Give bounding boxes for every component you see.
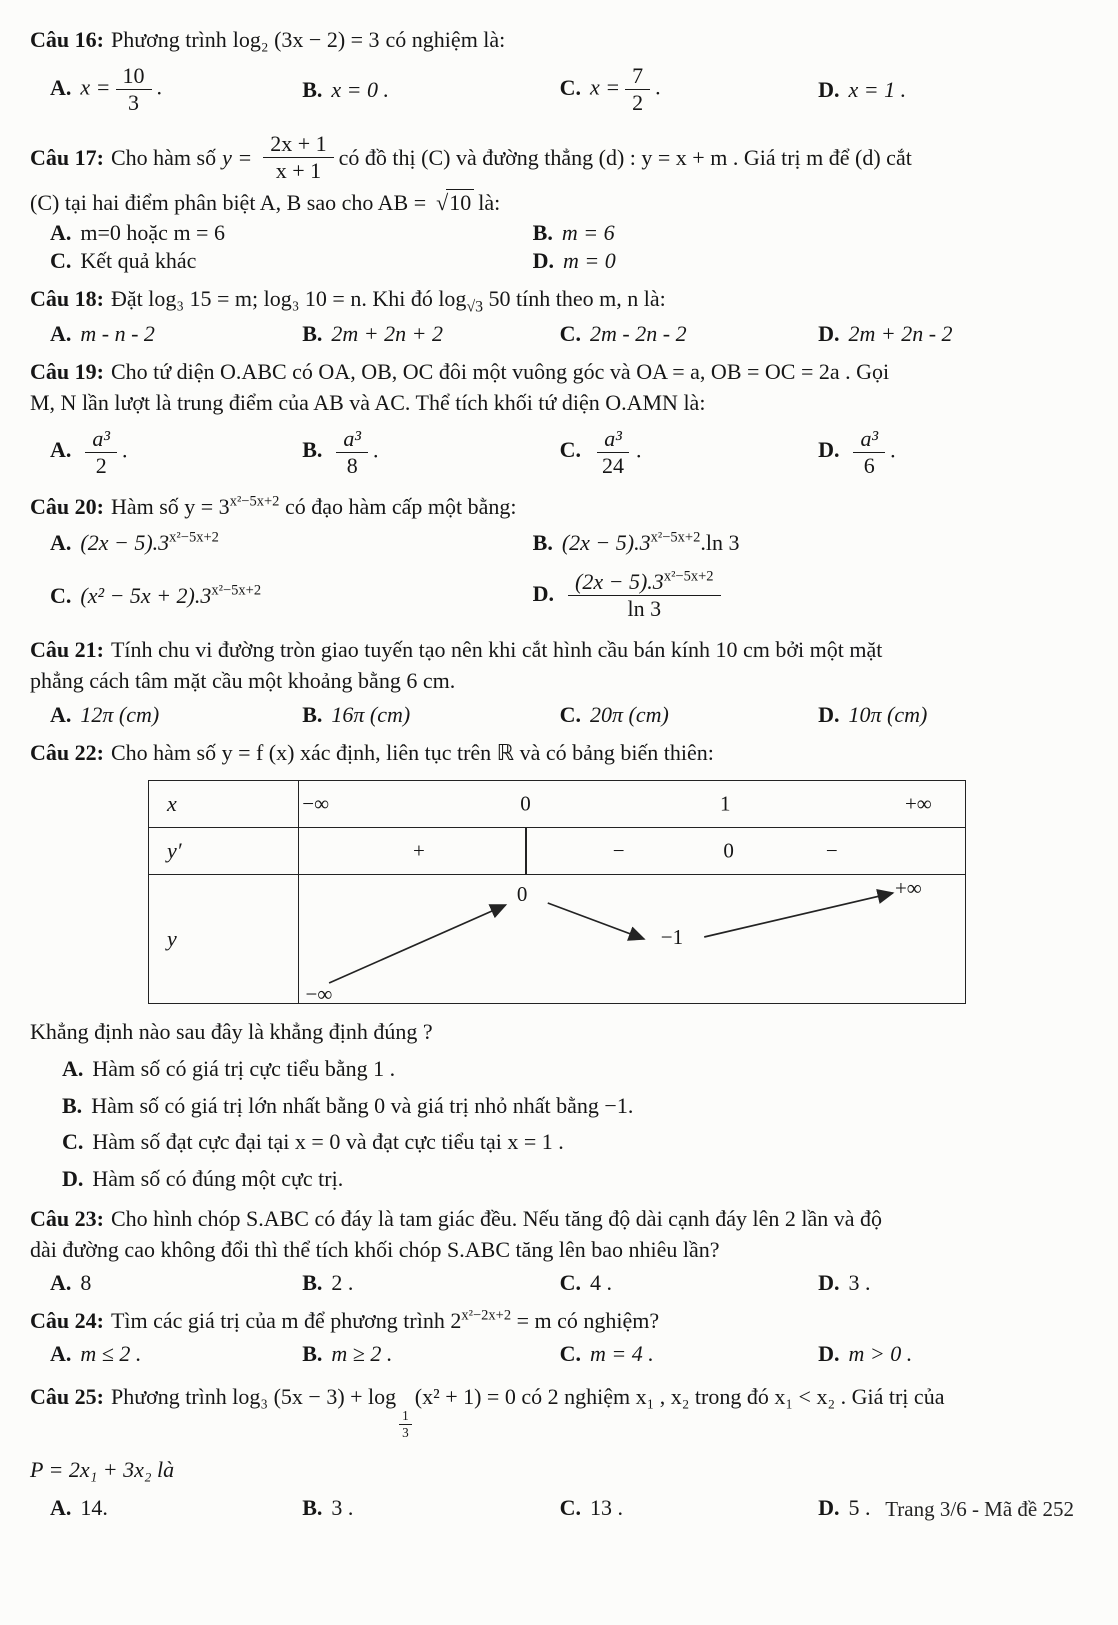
option-text: m - n - 2 <box>80 320 155 346</box>
title-text: Cho hàm số <box>110 144 217 170</box>
fraction-denominator: 3 <box>128 90 140 116</box>
option-c <box>560 423 818 482</box>
exponent: x²−5x+2 <box>211 582 262 599</box>
option-b <box>302 77 559 103</box>
exponent: x²−5x+2 <box>229 493 280 510</box>
option-text: (x² − 5x + 2).3 <box>80 582 212 608</box>
title-math: log₂ (3x − 2) = 3 <box>232 27 380 52</box>
question-19 <box>30 356 1088 482</box>
option-c <box>30 1127 1088 1157</box>
option-text: (2x − 5).3 <box>80 530 170 556</box>
question-23-title <box>30 1203 1088 1234</box>
question-23 <box>30 1203 1088 1296</box>
option-letter: B. <box>302 1341 323 1367</box>
option-a <box>50 1495 302 1521</box>
variation-table <box>148 780 966 1004</box>
options-row <box>30 1270 1088 1296</box>
option-text: Hàm số có giá trị cực tiểu bằng 1 . <box>92 1055 396 1081</box>
fraction-denominator: 8 <box>346 452 358 478</box>
question-21 <box>30 634 1088 727</box>
option-text: . <box>122 437 128 463</box>
option-text: . <box>156 74 163 100</box>
fraction-numerator: a³ <box>336 426 368 453</box>
option-text: Hàm số đạt cực đại tại x = 0 và đạt cực tiểu tại x = 1 . <box>92 1129 564 1155</box>
options-row <box>30 220 1088 246</box>
exponent: x²−5x+2 <box>169 529 219 546</box>
sqrt <box>436 190 474 215</box>
option-d <box>818 423 1088 482</box>
option-a <box>50 702 302 728</box>
option-text: x = <box>590 74 621 100</box>
option-letter: D. <box>818 320 840 346</box>
exponent: x²−2x+2 <box>461 1307 512 1324</box>
option-text: m = 4 . <box>590 1341 654 1367</box>
fraction <box>625 63 650 116</box>
option-text: 2m - 2n - 2 <box>590 320 687 346</box>
question-22-prompt <box>30 1016 1088 1047</box>
option-text: 2m + 2n - 2 <box>848 320 953 346</box>
table-row-y <box>149 875 965 1006</box>
option-letter: C. <box>559 1341 582 1367</box>
fraction-denominator: ln 3 <box>627 596 662 622</box>
option-d <box>818 77 1088 103</box>
title-text: (C) tại hai điểm phân biệt A, B sao cho AB = <box>30 190 427 216</box>
option-b <box>533 220 1088 246</box>
title-math: y = <box>222 144 253 170</box>
option-letter: D. <box>532 248 555 274</box>
zero-divider-line <box>525 828 527 874</box>
question-25-line2 <box>30 1454 1088 1485</box>
title-text: Cho hàm số y = f (x) xác định, liên tục trên ℝ và có bảng biến thiên: <box>110 739 714 765</box>
option-letter: C. <box>559 437 582 463</box>
fraction <box>263 131 333 184</box>
option-letter: B. <box>62 1092 83 1118</box>
option-d <box>818 1341 1088 1367</box>
fraction-denominator: 6 <box>863 452 875 478</box>
option-letter: D. <box>818 1341 840 1367</box>
option-letter: D. <box>818 701 840 727</box>
table-header-yprime: y′ <box>149 828 299 874</box>
title-text: có đạo hàm cấp một bằng: <box>284 493 517 519</box>
fraction <box>853 426 885 479</box>
fraction <box>116 63 152 116</box>
option-letter: A. <box>50 1341 72 1367</box>
option-text: 4 . <box>590 1270 613 1296</box>
question-16-title <box>30 24 1088 55</box>
option-letter: A. <box>50 437 72 463</box>
option-text: Kết quả khác <box>80 248 197 274</box>
x-value: 0 <box>520 791 531 816</box>
question-label: Câu 18: <box>30 286 104 312</box>
question-label: Câu 19: <box>30 358 104 384</box>
title-text: có đồ thị (C) và đường thẳng (d) : y = x + m . Giá trị m để (d) cắt <box>338 144 912 170</box>
question-17 <box>30 128 1088 274</box>
option-b <box>302 1495 559 1521</box>
option-a <box>50 321 302 347</box>
option-letter: D. <box>818 76 840 102</box>
option-letter: C. <box>62 1129 84 1155</box>
title-text: dài đường cao không đổi thì thể tích khối chóp S.ABC tăng lên bao nhiêu lần? <box>30 1236 720 1262</box>
option-c <box>560 321 818 347</box>
option-text: m ≤ 2 . <box>80 1341 142 1367</box>
question-label: Câu 17: <box>30 144 104 170</box>
option-text: m ≥ 2 . <box>331 1341 393 1367</box>
option-b <box>302 321 559 347</box>
option-letter: C. <box>559 1270 582 1296</box>
question-22-title <box>30 737 1088 768</box>
option-letter: D. <box>62 1166 84 1192</box>
option-letter: B. <box>302 1495 323 1520</box>
title-text: Hàm số y = 3 <box>110 493 230 519</box>
option-letter: C. <box>559 1495 582 1520</box>
option-letter: B. <box>302 1270 323 1296</box>
option-b <box>302 423 559 482</box>
question-18-title <box>30 283 1088 315</box>
option-d <box>30 1164 1088 1194</box>
question-label: Câu 16: <box>30 27 104 52</box>
option-letter: A. <box>50 701 72 727</box>
option-a <box>50 60 302 119</box>
option-letter: A. <box>50 1495 72 1520</box>
question-25-title <box>30 1381 1088 1439</box>
question-24-title <box>30 1305 1088 1336</box>
option-a <box>50 220 533 246</box>
option-text: m=0 hoặc m = 6 <box>80 220 225 246</box>
title-text: là: <box>478 190 501 216</box>
options-row <box>30 702 1088 728</box>
sqrt-sign: √ <box>436 190 447 216</box>
option-c <box>50 248 533 274</box>
question-24 <box>30 1305 1088 1367</box>
title-text: (x² + 1) = 0 có 2 nghiệm x₁ , x₂ trong đó x₁ < x₂ . Giá trị của <box>414 1384 945 1410</box>
exponent: x²−5x+2 <box>650 529 701 546</box>
option-text: m = 6 <box>561 220 615 246</box>
fraction-numerator: a³ <box>85 426 117 453</box>
option-text: 3 . <box>331 1495 354 1520</box>
options-row <box>30 566 1088 625</box>
title-text: có nghiệm là: <box>385 27 506 52</box>
option-c <box>50 583 533 609</box>
option-c <box>560 60 818 119</box>
fraction-denominator: 3 <box>402 1424 409 1440</box>
fraction-numerator: 2x + 1 <box>263 131 333 158</box>
question-label: Câu 20: <box>30 493 104 519</box>
y-extreme-label: −1 <box>660 924 684 949</box>
options-row <box>30 248 1088 274</box>
fraction-denominator: 24 <box>602 452 625 478</box>
y-variation-diagram <box>299 875 965 1006</box>
title-text: Tính chu vi đường tròn giao tuyến tạo nên khi cắt hình cầu bán kính 10 cm bởi một mặt <box>110 637 883 663</box>
log-base-subscript: √3 <box>466 298 484 316</box>
option-letter: B. <box>302 701 323 727</box>
x-values <box>299 781 965 827</box>
option-letter: C. <box>50 582 72 608</box>
options-row <box>30 1341 1088 1367</box>
question-20-title <box>30 491 1088 522</box>
question-19-line2 <box>30 387 1088 418</box>
fraction-denominator: 2 <box>632 90 644 116</box>
option-letter: A. <box>50 74 72 100</box>
option-letter: D. <box>532 580 555 606</box>
option-b <box>302 702 559 728</box>
option-text: 5 . <box>848 1495 871 1520</box>
option-text: x = 1 . <box>848 76 907 102</box>
question-label: Câu 24: <box>30 1308 104 1334</box>
option-text: 8 <box>80 1270 92 1296</box>
fraction-numerator: 7 <box>625 63 650 90</box>
option-text: 10π (cm) <box>848 701 928 727</box>
question-16 <box>30 24 1088 119</box>
option-text: m > 0 . <box>848 1341 913 1367</box>
sqrt-radicand: 10 <box>446 189 474 215</box>
option-d <box>818 702 1088 728</box>
numerator-base: (2x − 5).3 <box>575 569 664 595</box>
x-value: −∞ <box>302 791 330 816</box>
question-20 <box>30 491 1088 625</box>
title-text: Phương trình <box>110 27 227 52</box>
title-text: Cho tứ diện O.ABC có OA, OB, OC đôi một vuông góc và OA = a, OB = OC = 2a . Gọi <box>110 358 890 384</box>
option-text: . <box>655 74 661 100</box>
option-letter: B. <box>532 530 553 556</box>
options-row <box>30 423 1088 482</box>
option-letter: A. <box>50 1270 72 1296</box>
fraction <box>336 426 368 479</box>
title-text: = m có nghiệm? <box>516 1308 660 1334</box>
log-base-fraction <box>399 1408 412 1439</box>
fraction-numerator: a³ <box>597 426 629 453</box>
title-text: phẳng cách tâm mặt cầu một khoảng bằng 6 cm. <box>30 668 456 694</box>
option-letter: D. <box>818 1495 840 1520</box>
option-c <box>560 1341 818 1367</box>
table-row-x <box>149 781 965 828</box>
option-letter: C. <box>559 320 582 346</box>
option-text: 2 . <box>331 1270 354 1296</box>
title-math: P = 2x₁ + 3x₂ là <box>30 1456 175 1482</box>
title-text: Tìm các giá trị của m để phương trình 2 <box>110 1308 462 1334</box>
option-letter: D. <box>818 1270 840 1296</box>
decrease-arrow <box>548 903 644 939</box>
title-text: Đặt log₃ 15 = m; log₃ 10 = n. Khi đó log <box>110 286 467 312</box>
y-extreme-label: −∞ <box>305 981 333 1006</box>
question-label: Câu 25: <box>30 1384 104 1410</box>
increase-arrow <box>329 905 506 983</box>
title-text: M, N lần lượt là trung điểm của AB và AC. Thể tích khối tứ diện O.AMN là: <box>30 389 706 415</box>
option-text: Hàm số có đúng một cực trị. <box>92 1166 344 1192</box>
option-text: 12π (cm) <box>80 701 160 727</box>
option-a <box>50 423 302 482</box>
fraction-numerator: 10 <box>116 63 152 90</box>
table-header-y: y <box>149 875 299 1003</box>
option-letter: B. <box>302 320 323 346</box>
fraction-numerator <box>568 569 721 596</box>
fraction-denominator: x + 1 <box>275 158 322 184</box>
increase-arrow <box>704 893 893 937</box>
option-text: 20π (cm) <box>590 701 669 727</box>
fraction <box>595 426 631 479</box>
option-text: 2m + 2n + 2 <box>331 320 443 346</box>
option-text: (2x − 5).3 <box>561 530 651 556</box>
exponent: x²−5x+2 <box>663 568 714 585</box>
option-b <box>302 1341 559 1367</box>
option-d <box>818 321 1088 347</box>
yprime-sign: + <box>412 838 425 863</box>
option-text: . <box>373 437 379 463</box>
option-b <box>30 1091 1088 1121</box>
x-value: +∞ <box>904 791 932 816</box>
option-a <box>50 530 533 556</box>
question-18 <box>30 283 1088 346</box>
page-footer: Trang 3/6 - Mã đề 252 <box>885 1497 1074 1521</box>
options-row <box>30 530 1088 556</box>
option-c <box>560 1270 818 1296</box>
question-17-title <box>30 128 1088 187</box>
option-letter: A. <box>62 1055 84 1081</box>
option-d <box>533 248 1088 274</box>
option-letter: C. <box>559 74 582 100</box>
option-letter: A. <box>50 530 72 556</box>
question-label: Câu 21: <box>30 637 104 663</box>
option-text: 3 . <box>848 1270 871 1296</box>
option-letter: B. <box>302 76 323 102</box>
title-text: Cho hình chóp S.ABC có đáy là tam giác đều. Nếu tăng độ dài cạnh đáy lên 2 lần và độ <box>110 1205 882 1231</box>
option-text: Hàm số có giá trị lớn nhất bằng 0 và giá trị nhỏ nhất bằng −1. <box>91 1092 634 1118</box>
title-text: 50 tính theo m, n là: <box>488 286 666 312</box>
option-b <box>533 530 1088 556</box>
yprime-sign: − <box>825 838 838 863</box>
question-23-line2 <box>30 1234 1088 1265</box>
table-row-yprime <box>149 828 965 875</box>
fraction-denominator: 2 <box>95 452 107 478</box>
fraction-numerator: a³ <box>853 426 885 453</box>
title-text: Phương trình log₃ (5x − 3) + log <box>110 1384 397 1410</box>
option-letter: C. <box>50 248 72 274</box>
option-text: . <box>890 437 896 463</box>
option-text: m = 0 <box>563 248 616 274</box>
question-22 <box>30 737 1088 1194</box>
option-text: x = <box>80 74 111 100</box>
option-text: x = 0 . <box>331 76 390 102</box>
option-text: 13 . <box>590 1495 624 1520</box>
table-header-x: x <box>149 781 299 827</box>
option-letter: B. <box>302 437 323 463</box>
fraction-numerator: 1 <box>399 1408 412 1424</box>
question-19-title <box>30 356 1088 387</box>
fraction <box>568 569 721 622</box>
question-label: Câu 23: <box>30 1205 104 1231</box>
option-d <box>533 566 1088 625</box>
option-d <box>818 1270 1088 1296</box>
y-extreme-label: +∞ <box>894 875 922 900</box>
option-c <box>560 1495 818 1521</box>
option-text: . <box>636 437 642 463</box>
option-text: .ln 3 <box>700 530 740 556</box>
option-a <box>50 1341 302 1367</box>
question-21-line2 <box>30 665 1088 696</box>
y-extreme-label: 0 <box>516 881 528 906</box>
option-b <box>302 1270 559 1296</box>
options-row <box>30 321 1088 347</box>
yprime-sign: − <box>612 838 625 863</box>
x-value: 1 <box>719 791 731 816</box>
question-17-line2 <box>30 187 1088 218</box>
arrow-svg <box>299 875 965 1003</box>
option-letter: A. <box>50 320 72 346</box>
yprime-signs <box>299 828 965 874</box>
question-21-title <box>30 634 1088 665</box>
option-text: 16π (cm) <box>331 701 411 727</box>
option-letter: B. <box>532 220 553 246</box>
yprime-sign: 0 <box>723 838 734 863</box>
option-c <box>560 702 818 728</box>
option-letter: A. <box>50 220 72 246</box>
option-a <box>50 1270 302 1296</box>
question-label: Câu 22: <box>30 739 104 765</box>
option-text: 14. <box>80 1495 108 1520</box>
fraction <box>85 426 117 479</box>
option-letter: C. <box>559 701 582 727</box>
options-row <box>30 60 1088 119</box>
option-letter: D. <box>818 437 840 463</box>
title-text: Khẳng định nào sau đây là khẳng định đúng ? <box>30 1018 433 1044</box>
option-a <box>30 1054 1088 1084</box>
